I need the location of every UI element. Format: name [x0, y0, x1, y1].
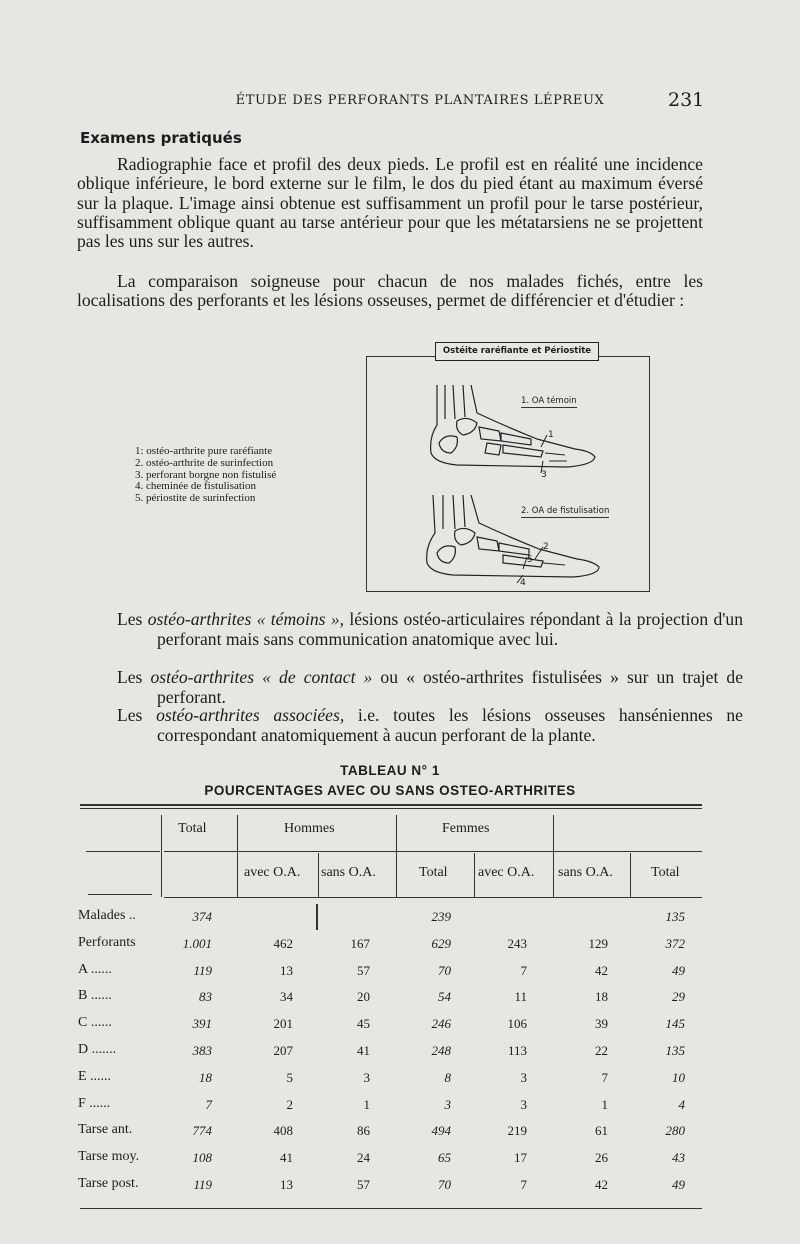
table-cell: 70 — [438, 963, 451, 978]
table-cell: 108 — [192, 1150, 212, 1165]
definition-contact — [117, 668, 743, 707]
table-cell: 248 — [431, 1043, 451, 1058]
table-cell: 7 — [520, 963, 527, 978]
table-cell: 20 — [357, 989, 370, 1004]
section-title: Examens pratiqués — [80, 129, 242, 147]
table-cell: 13 — [280, 963, 293, 978]
table-cell: 774 — [192, 1123, 212, 1138]
table-cell: 24 — [357, 1150, 370, 1165]
table-cell: 280 — [665, 1123, 685, 1138]
table-cell: 135 — [665, 1043, 685, 1058]
table-cell: 113 — [507, 1043, 527, 1058]
table-rule — [553, 815, 554, 897]
table-cell: 29 — [672, 989, 685, 1004]
running-head: ÉTUDE DES PERFORANTS PLANTAIRES LÉPREUX — [235, 93, 605, 108]
definition-term: ostéo-arthrites associées, — [156, 705, 345, 725]
table-rule — [630, 853, 631, 897]
table-cell: 41 — [357, 1043, 370, 1058]
subheader-total: Total — [651, 865, 680, 880]
table-cell: 1 — [601, 1097, 608, 1112]
figure-legend — [135, 446, 276, 505]
table-cell: 13 — [280, 1177, 293, 1192]
table-cell: 42 — [595, 1177, 608, 1192]
table-cell: 18 — [199, 1070, 212, 1085]
table-cell: 34 — [280, 989, 293, 1004]
foot-drawings — [367, 357, 651, 593]
table-cell: 4 — [678, 1097, 685, 1112]
table-rule — [164, 851, 702, 852]
table-number: TABLEAU N° 1 — [340, 763, 440, 778]
table-cell: 86 — [357, 1123, 370, 1138]
col-header-femmes: Femmes — [442, 821, 490, 836]
row-label: Tarse ant. — [78, 1122, 133, 1137]
table-rule-top — [80, 808, 702, 809]
definition-lead: Les — [117, 667, 151, 687]
legend-item: 1: ostéo-arthrite pure raréfiante — [135, 445, 273, 457]
table-cell: 3 — [444, 1097, 451, 1112]
figure-label-fistulisation: 2. OA de fistulisation — [521, 506, 610, 516]
table-cell: 49 — [672, 963, 685, 978]
table-cell: 11 — [514, 989, 527, 1004]
table-rule — [88, 894, 152, 895]
legend-item: 4. cheminée de fistulisation — [135, 480, 256, 493]
row-label: Malades .. — [78, 908, 136, 923]
table-cell: 201 — [273, 1016, 293, 1031]
table-cell: 243 — [507, 936, 527, 951]
table-cell: 83 — [199, 989, 212, 1004]
definition-lead: Les — [117, 609, 148, 629]
table-cell: 3 — [520, 1070, 527, 1085]
subheader-sans-oa: sans O.A. — [558, 865, 613, 880]
row-label: D ....... — [78, 1042, 117, 1057]
table-cell: 167 — [350, 936, 370, 951]
table-cell: 119 — [193, 963, 212, 978]
definition-text: ou « ostéo-arthrites fistulisées » sur un trajet de perforant. — [157, 667, 744, 707]
table-cell: 494 — [431, 1123, 451, 1138]
definition-lead: Les — [117, 705, 157, 725]
table-cell: 26 — [595, 1150, 608, 1165]
subheader-avec-oa: avec O.A. — [244, 865, 301, 880]
paragraph-radiographie: Radiographie face et profil des deux pieds. Le profil est en réalité une incidence oblique inférieure, le bord externe sur le film, le dos du pied étant au maximum éversé sur la plaque. L'image ainsi obtenue est suffisamment un profil pour le tarse postérieur, suffisamment oblique quant au tarse antérieur pour que les métatarsiens ne se projettent pas les uns sur les autres. — [77, 154, 703, 252]
table-cell: 17 — [514, 1150, 527, 1165]
definition-text: , lésions ostéo-articulaires répondant à la projection d'un perforant mais sans communication anatomique avec lui. — [157, 609, 744, 649]
table-cell: 42 — [595, 963, 608, 978]
table-cell: 106 — [507, 1016, 527, 1031]
table-cell: 207 — [273, 1043, 293, 1058]
table-cell: 462 — [273, 936, 293, 951]
row-label: C ...... — [78, 1015, 112, 1030]
subheader-total: Total — [419, 865, 448, 880]
table-cell: 383 — [192, 1043, 212, 1058]
figure-title: Ostéite raréfiante et Périostite — [435, 342, 599, 361]
table-cell: 372 — [665, 936, 685, 951]
legend-item: 3. perforant borgne non fistulisé — [135, 468, 277, 481]
table-cell: 3 — [520, 1097, 527, 1112]
table-rule — [161, 815, 162, 897]
figure-callout: 3 — [541, 470, 547, 480]
col-header-total: Total — [178, 821, 207, 836]
table-rule — [164, 897, 702, 898]
col-header-hommes: Hommes — [284, 821, 335, 836]
row-label: Tarse moy. — [78, 1149, 140, 1164]
table-cell: 219 — [507, 1123, 527, 1138]
paragraph-comparaison: La comparaison soigneuse pour chacun de nos malades fichés, entre les localisations des perforants et les lésions osseuses, permet de différencier et d'étudier : — [77, 271, 703, 311]
table-cell: 135 — [665, 909, 685, 924]
table-cell: 2 — [286, 1097, 293, 1112]
figure-callout: 4 — [520, 578, 526, 588]
table-cell: 374 — [192, 909, 212, 924]
table-cell: 3 — [363, 1070, 370, 1085]
row-label: Perforants — [78, 935, 136, 950]
table-cell: 145 — [665, 1016, 685, 1031]
row-label: Tarse post. — [78, 1176, 139, 1191]
table-cell: 22 — [595, 1043, 608, 1058]
legend-item: 2. ostéo-arthrite de surinfection — [135, 456, 274, 469]
table-cell: 7 — [601, 1070, 608, 1085]
legend-item: 5. périostite de surinfection — [135, 492, 256, 505]
table-title: POURCENTAGES AVEC OU SANS OSTEO-ARTHRITES — [204, 783, 576, 798]
subheader-avec-oa: avec O.A. — [478, 865, 535, 880]
table-cell: 5 — [286, 1070, 293, 1085]
table-cell: 57 — [357, 1177, 370, 1192]
figure-callout: 5 — [527, 555, 533, 565]
table-cell: 119 — [193, 1177, 212, 1192]
row-label: E ...... — [78, 1069, 112, 1084]
table-cell: 239 — [431, 909, 451, 924]
foot-figure — [366, 356, 650, 592]
table-cell: 629 — [431, 936, 451, 951]
figure-label-temoin: 1. OA témoin — [521, 396, 577, 406]
table-cell: 45 — [357, 1016, 370, 1031]
definition-text: i.e. toutes les lésions osseuses hanséniennes ne correspondant anatomiquement à aucun perforant de la plante. — [157, 705, 743, 745]
row-label: F ...... — [78, 1096, 111, 1111]
table-cell: 129 — [588, 936, 608, 951]
table-cell: 41 — [280, 1150, 293, 1165]
table-rule — [237, 815, 238, 897]
table-cell: 61 — [595, 1123, 608, 1138]
table-cell: 10 — [672, 1070, 685, 1085]
table-rule — [318, 853, 319, 897]
table-cell: 39 — [595, 1016, 608, 1031]
definition-term: ostéo-arthrites « de contact » — [150, 667, 373, 687]
table-cell: 70 — [438, 1177, 451, 1192]
table-cell: 8 — [444, 1070, 451, 1085]
table-cell: 43 — [672, 1150, 685, 1165]
table-cell: 246 — [431, 1016, 451, 1031]
table-cell: 1 — [363, 1097, 370, 1112]
table-cell: 49 — [672, 1177, 685, 1192]
subheader-sans-oa: sans O.A. — [321, 865, 376, 880]
table-cell: 7 — [520, 1177, 527, 1192]
figure-callout: 2 — [543, 542, 549, 552]
table-rule — [396, 815, 397, 897]
table-rule-top — [80, 804, 702, 806]
table-cell: 391 — [192, 1016, 212, 1031]
figure-callout: 1 — [548, 430, 554, 440]
definition-term: ostéo-arthrites « témoins » — [147, 609, 340, 629]
table-cell: 408 — [273, 1123, 293, 1138]
table-rule — [86, 851, 160, 852]
table-cell: 57 — [357, 963, 370, 978]
table-rule — [316, 904, 318, 930]
table-cell: 54 — [438, 989, 451, 1004]
table-rule — [474, 853, 475, 897]
table-cell: 1.001 — [182, 936, 212, 951]
table-rule-bottom — [80, 1208, 702, 1209]
row-label: B ...... — [78, 988, 112, 1003]
definition-associees — [117, 706, 743, 745]
row-label: A ...... — [78, 962, 112, 977]
table-cell: 7 — [205, 1097, 212, 1112]
table-cell: 18 — [595, 989, 608, 1004]
page-number: 231 — [668, 89, 705, 111]
table-cell: 65 — [438, 1150, 451, 1165]
definition-temoins — [117, 610, 743, 649]
